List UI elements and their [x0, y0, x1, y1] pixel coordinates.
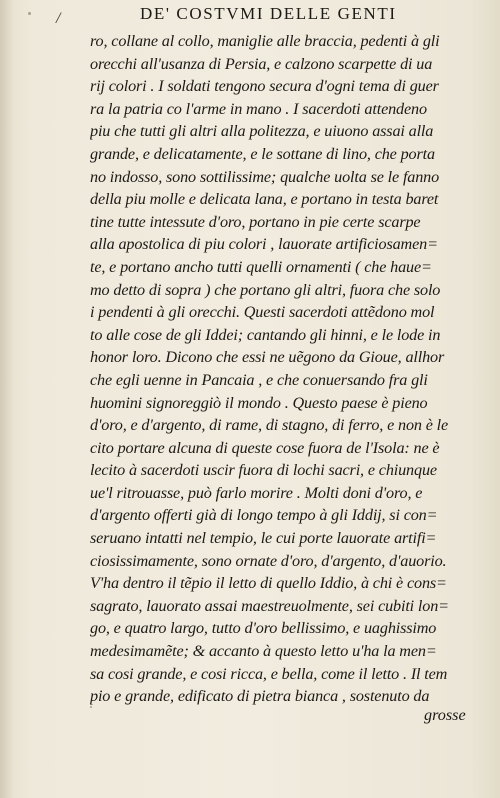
text-line: go, e quatro largo, tutto d'oro bellissimo, e uaghissimo: [90, 619, 437, 638]
ink-speck: [90, 706, 92, 708]
text-line: della piu molle e delicata lana, e portano in testa baret: [90, 190, 439, 209]
text-line: ro, collane al collo, maniglie alle braccia, pedenti à gli: [90, 32, 440, 50]
text-line: te, e portano ancho tutti quelli ornamenti ( che haue=: [90, 257, 432, 276]
text-line: huomini signoreggiò il mondo . Questo paese è pieno: [90, 393, 428, 412]
text-line: ciosissimamente, sono ornate d'oro, d'argento, d'auorio.: [90, 551, 447, 570]
page-number: /: [56, 10, 61, 27]
text-line: ue'l ritrouasse, può farlo morire . Molti doni d'oro, e: [90, 483, 423, 502]
catchword: grosse: [424, 706, 466, 724]
text-line: to alle cose de gli Iddei; cantando gli hinni, e le lode in: [90, 325, 441, 344]
spine-shadow: [0, 0, 14, 798]
text-line: grande, e delicatamente, e le sottane di lino, che porta: [90, 144, 435, 163]
text-line: sa cosi grande, e cosi ricca, e bella, come il letto . Il tem: [90, 664, 448, 683]
text-line: i pendenti à gli orecchi. Questi sacerdoti attẽdono mol: [90, 303, 435, 322]
text-line: che egli uenne in Pancaia , e che conuersando fra gli: [90, 370, 428, 389]
ink-speck: [28, 12, 31, 15]
text-line: pio e grande, edificato di pietra bianca , sostenuto da: [90, 687, 430, 706]
text-line: piu che tutti gli altri alla politezza, e uiuono assai alla: [90, 122, 434, 141]
text-line: orecchi all'usanza di Persia, e calzono scarpette di ua: [90, 54, 433, 73]
text-line: cito portare alcuna di queste cose fuora de l'Isola: ne è: [90, 438, 440, 457]
text-line: no indosso, sono sottilissime; qualche uolta se le fanno: [90, 167, 440, 186]
text-line: honor loro. Dicono che essi ne uẽgono da Gioue, allhor: [90, 348, 445, 367]
text-line: d'argento offerti già di longo tempo à gli Iddij, si con=: [90, 506, 438, 525]
text-line: medesimamẽte; & accanto à questo letto u'ha la men=: [90, 642, 437, 661]
text-line: sagrato, lauorato assai maestreuolmente, sei cubiti lon=: [90, 596, 449, 615]
text-line: tine tutte intessute d'oro, portano in pie certe scarpe: [90, 212, 421, 231]
text-line: alla apostolica di piu colori , lauorate artificiosamen=: [90, 235, 438, 254]
text-line: rij colori . I soldati tengono secura d'ogni tema di guer: [90, 77, 439, 96]
text-line: V'ha dentro il tẽpio il letto di quello Iddio, à chi è cons=: [90, 574, 447, 593]
text-line: lecito à sacerdoti uscir fuora di lochi sacri, e chiunque: [90, 461, 437, 480]
text-line: seruano intatti nel tempio, le cui porte lauorate artifi=: [90, 529, 437, 548]
text-line: ra la patria co l'arme in mano . I sacerdoti attendeno: [90, 99, 427, 118]
text-line: d'oro, e d'argento, di rame, di stagno, di ferro, e non è le: [90, 416, 449, 435]
body-text: [90, 30, 472, 708]
running-head: DE' COSTVMI DELLE GENTI: [140, 4, 397, 23]
text-line: mo detto di sopra ) che portano gli altri, fuora che solo: [90, 280, 441, 299]
